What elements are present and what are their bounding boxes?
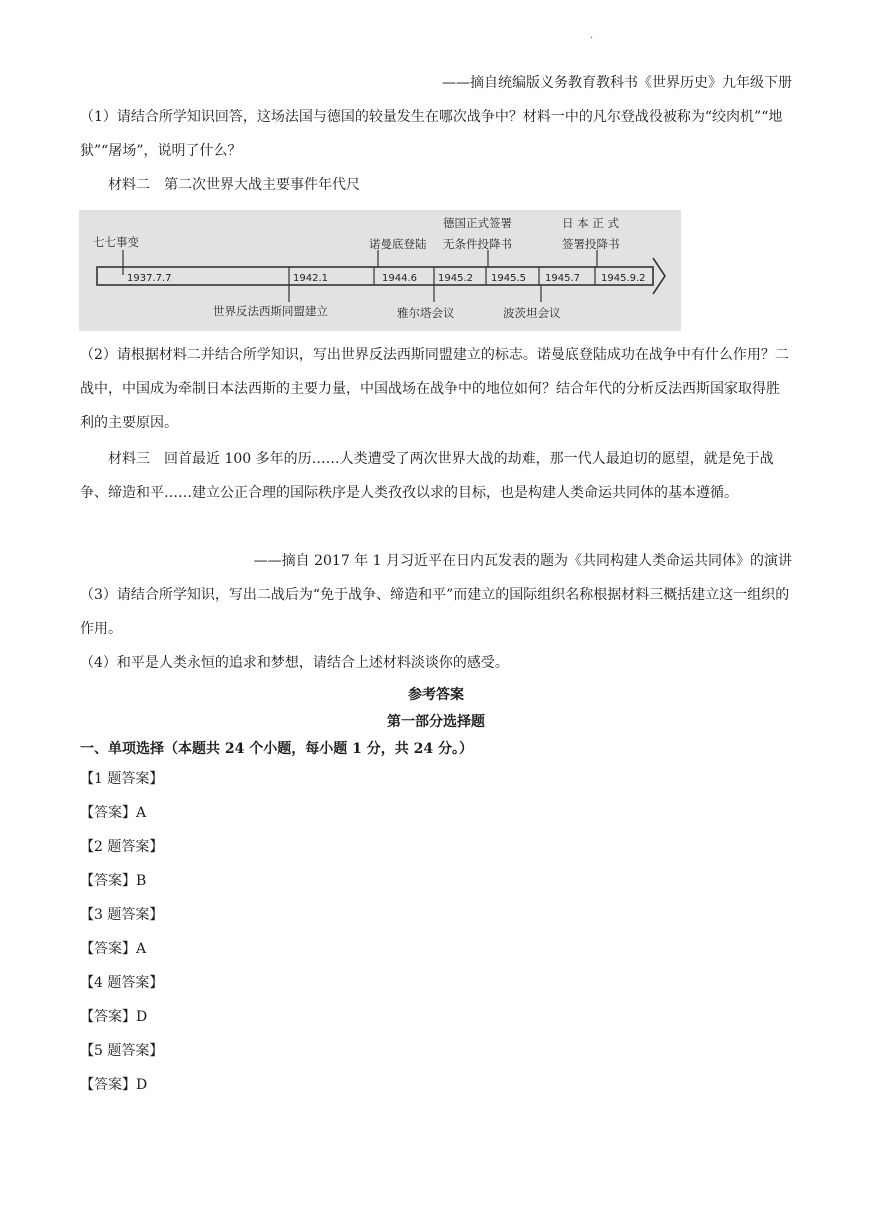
- material-2-title: 材料二 第二次世界大战主要事件年代尺: [108, 177, 360, 193]
- question-3: （3）请结合所学知识，写出二战后为“免于战争、缔造和平”而建立的国际组织名称根据材料三概括建立这一组织的作用。: [80, 587, 790, 637]
- material-3-text: 材料三 回首最近 100 多年的历……人类遭受了两次世界大战的劫难，那一代人最迫切的愿望，就是免于战争、缔造和平……建立公正合理的国际秩序是人类孜孜以求的目标，也是构建人类命运共同体的基本遵循。: [80, 451, 774, 501]
- section-title: 一、单项选择（本题共 24 个小题，每小题 1 分，共 24 分。）: [80, 741, 473, 757]
- event-label-qiqi: 七七事变: [93, 235, 139, 249]
- event-label-normandy: 诺曼底登陆: [369, 237, 427, 251]
- reference-answer-title: 参考答案: [408, 687, 464, 703]
- answer-value-5: 【答案】D: [80, 1077, 148, 1093]
- event-label-potsdam: 波茨坦会议: [503, 306, 561, 320]
- answer-label-4: 【4 题答案】: [80, 975, 164, 991]
- question-1: （1）请结合所学知识回答，这场法国与德国的较量发生在哪次战争中？材料一中的凡尔登战役被称为“绞肉机”“地狱”“屠场”，说明了什么？: [80, 109, 783, 159]
- answer-label-2: 【2 题答案】: [80, 839, 164, 855]
- timeline-date: 1945.2: [438, 273, 473, 284]
- timeline-date: 1945.5: [491, 273, 526, 284]
- question-2: （2）请根据材料二并结合所学知识，写出世界反法西斯同盟建立的标志。诺曼底登陆成功在战争中有什么作用？二战中，中国成为牵制日本法西斯的主要力量，中国战场在战争中的地位如何？结合年代的分析反法西斯国家取得胜利的主要原因。: [80, 347, 789, 431]
- timeline-date: 1944.6: [382, 273, 417, 284]
- event-label-germany-2: 无条件投降书: [443, 237, 512, 251]
- answer-value-4: 【答案】D: [80, 1009, 148, 1025]
- answer-value-1: 【答案】A: [80, 805, 147, 821]
- top-mark: .: [590, 30, 594, 41]
- event-label-japan-2: 签署投降书: [562, 237, 620, 251]
- event-label-yalta: 雅尔塔会议: [397, 306, 455, 320]
- answer-value-3: 【答案】A: [80, 941, 147, 957]
- question-4: （4）和平是人类永恒的追求和梦想，请结合上述材料淡谈你的感受。: [80, 655, 509, 671]
- answer-label-5: 【5 题答案】: [80, 1043, 164, 1059]
- ww2-timeline-figure: [79, 210, 681, 331]
- answer-label-1: 【1 题答案】: [80, 771, 164, 787]
- event-label-germany-1: 德国正式签署: [443, 216, 512, 230]
- timeline-arrowhead: [653, 258, 665, 294]
- timeline-date: 1945.7: [545, 273, 580, 284]
- timeline-date: 1942.1: [293, 273, 328, 284]
- answer-value-2: 【答案】B: [80, 873, 147, 889]
- part-one-title: 第一部分选择题: [387, 714, 485, 730]
- answer-label-3: 【3 题答案】: [80, 907, 164, 923]
- timeline-svg: [79, 210, 681, 331]
- timeline-date: 1945.9.2: [601, 273, 646, 284]
- source-citation-1: ——摘自统编版义务教育教科书《世界历史》九年级下册: [442, 75, 792, 91]
- timeline-date: 1937.7.7: [127, 273, 172, 284]
- source-citation-3: ——摘自 2017 年 1 月习近平在日内瓦发表的题为《共同构建人类命运共同体》的演讲: [253, 553, 792, 569]
- event-label-japan-1: 日 本 正 式: [562, 216, 619, 230]
- event-label-alliance: 世界反法西斯同盟建立: [213, 304, 328, 318]
